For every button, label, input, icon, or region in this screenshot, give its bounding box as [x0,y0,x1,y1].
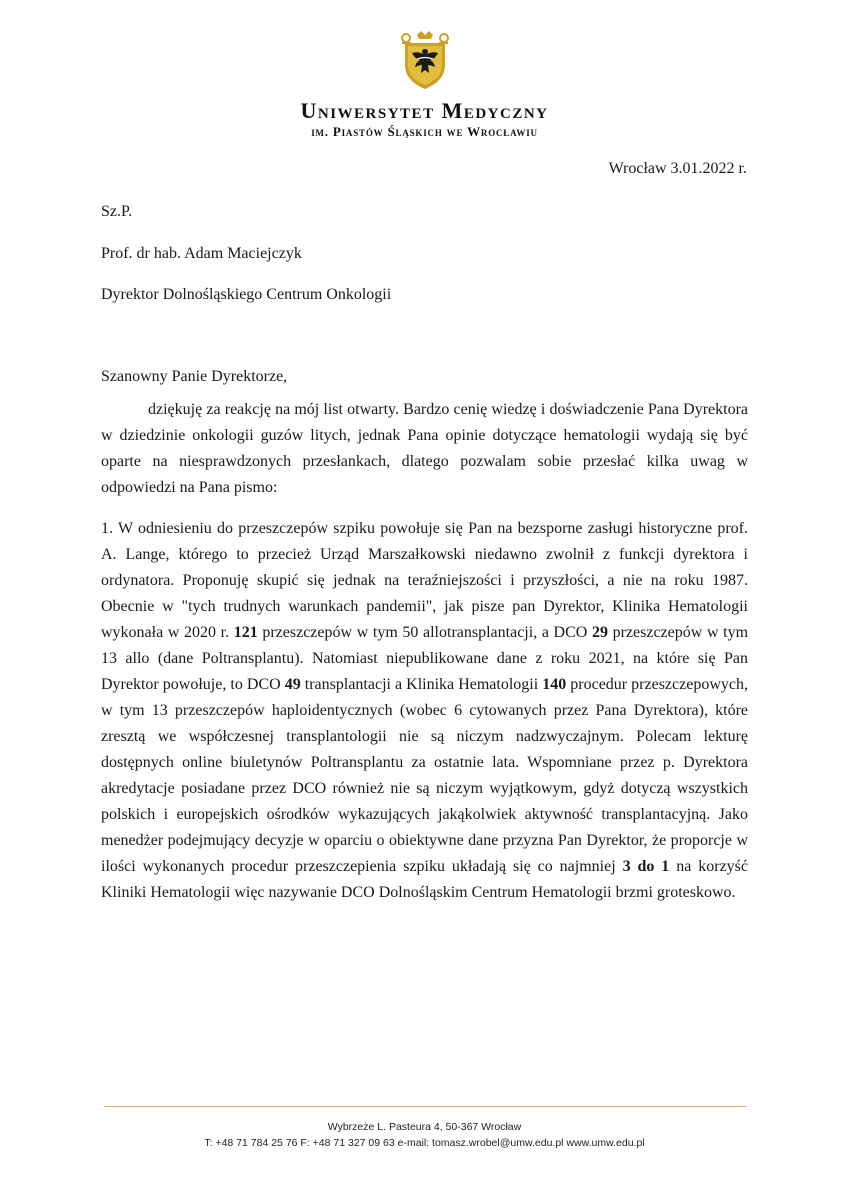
footer-contact: T: +48 71 784 25 76 F: +48 71 327 09 63 e-mail: tomasz.wrobel@umw.edu.pl www.umw.edu.pl [204,1137,645,1149]
letter-date: Wrocław 3.01.2022 r. [608,160,747,177]
recipient-name: Prof. dr hab. Adam Maciejczyk [101,245,302,262]
letter-body [101,397,748,906]
footer-address: Wybrzeże L. Pasteura 4, 50-367 Wrocław [327,1121,522,1133]
bold-number: 140 [542,676,567,693]
text-run: 1. W odniesieniu do przeszczepów szpiku powołuje się Pan na bezsporne zasługi historyczne prof. A. Lange, którego to przecież Urząd Marszałkowski niedawno zwolnił z funkcji dyrektora i ordynatora. Proponuję skupić się jednak na teraźniejszości i przyszłości, a nie na roku 1987. Obecnie w "tych trudnych warunkach pandemii", jak pisze pan Dyrektor, Klinika Hematologii wykonała w 2020 r. [101,520,748,641]
bold-number: 49 [284,676,301,693]
university-subtitle: im. Piastów Śląskich we Wrocławiu [311,124,538,139]
bold-ratio: 3 do 1 [622,858,670,875]
university-name: Uniwersytet Medyczny [300,98,549,123]
bold-number: 29 [591,624,608,641]
paragraph-point-1 [101,516,748,906]
greeting: Szanowny Panie Dyrektorze, [101,368,288,385]
paragraph-intro: dziękuję za reakcję na mój list otwarty. Bardzo cenię wiedzę i doświadczenie Pana Dyrektora w dziedzinie onkologii guzów litych, jednak Pana opinie dotyczące hematologii wydają się być oparte na niesprawdzonych przesłankach, dlatego pozwalam sobie przesłać kilka uwag w odpowiedzi na Pana pismo: [101,401,748,496]
text-run: przeszczepów w tym 13 allo (dane Poltransplantu). Natomiast niepublikowane dane z roku 2021, na które się Pan Dyrektor powołuje, to DCO [101,624,749,693]
university-eagle-crest-icon [397,29,453,91]
text-run: przeszczepów w tym 50 allotransplantacji, a DCO [257,624,592,641]
recipient-title: Dyrektor Dolnośląskiego Centrum Onkologii [101,286,392,303]
text-run: transplantacji a Klinika Hematologii [300,676,543,693]
salutation-short: Sz.P. [101,203,133,220]
bold-number: 121 [233,624,258,641]
text-run: na korzyść Kliniki Hematologii więc nazywanie DCO Dolnośląskim Centrum Hematologii brzmi groteskowo. [101,858,748,901]
text-run: procedur przeszczepowych, w tym 13 przeszczepów haploidentycznych (wobec 6 cytowanych przez Pana Dyrektora), które zresztą we współczesnej transplantologii nie są niczym nadzwyczajnym. Polecam lekturę dostępnych online biuletynów Poltransplantu za ostatnie lata. Wspomniane przez p. Dyrektora akredytacje posiadane przez DCO również nie są niczym wyjątkowym, gdyż dotyczą wszystkich polskich i europejskich ośrodków wykazujących jakąkolwiek aktywność transplantacyjną. Jako menedżer podejmujący decyzje w oparciu o obiektywne dane przyzna Pan Dyrektor, że proporcje w ilości wykonanych procedur przeszczepienia szpiku układają się co najmniej [101,676,748,875]
footer-divider [104,1106,747,1107]
